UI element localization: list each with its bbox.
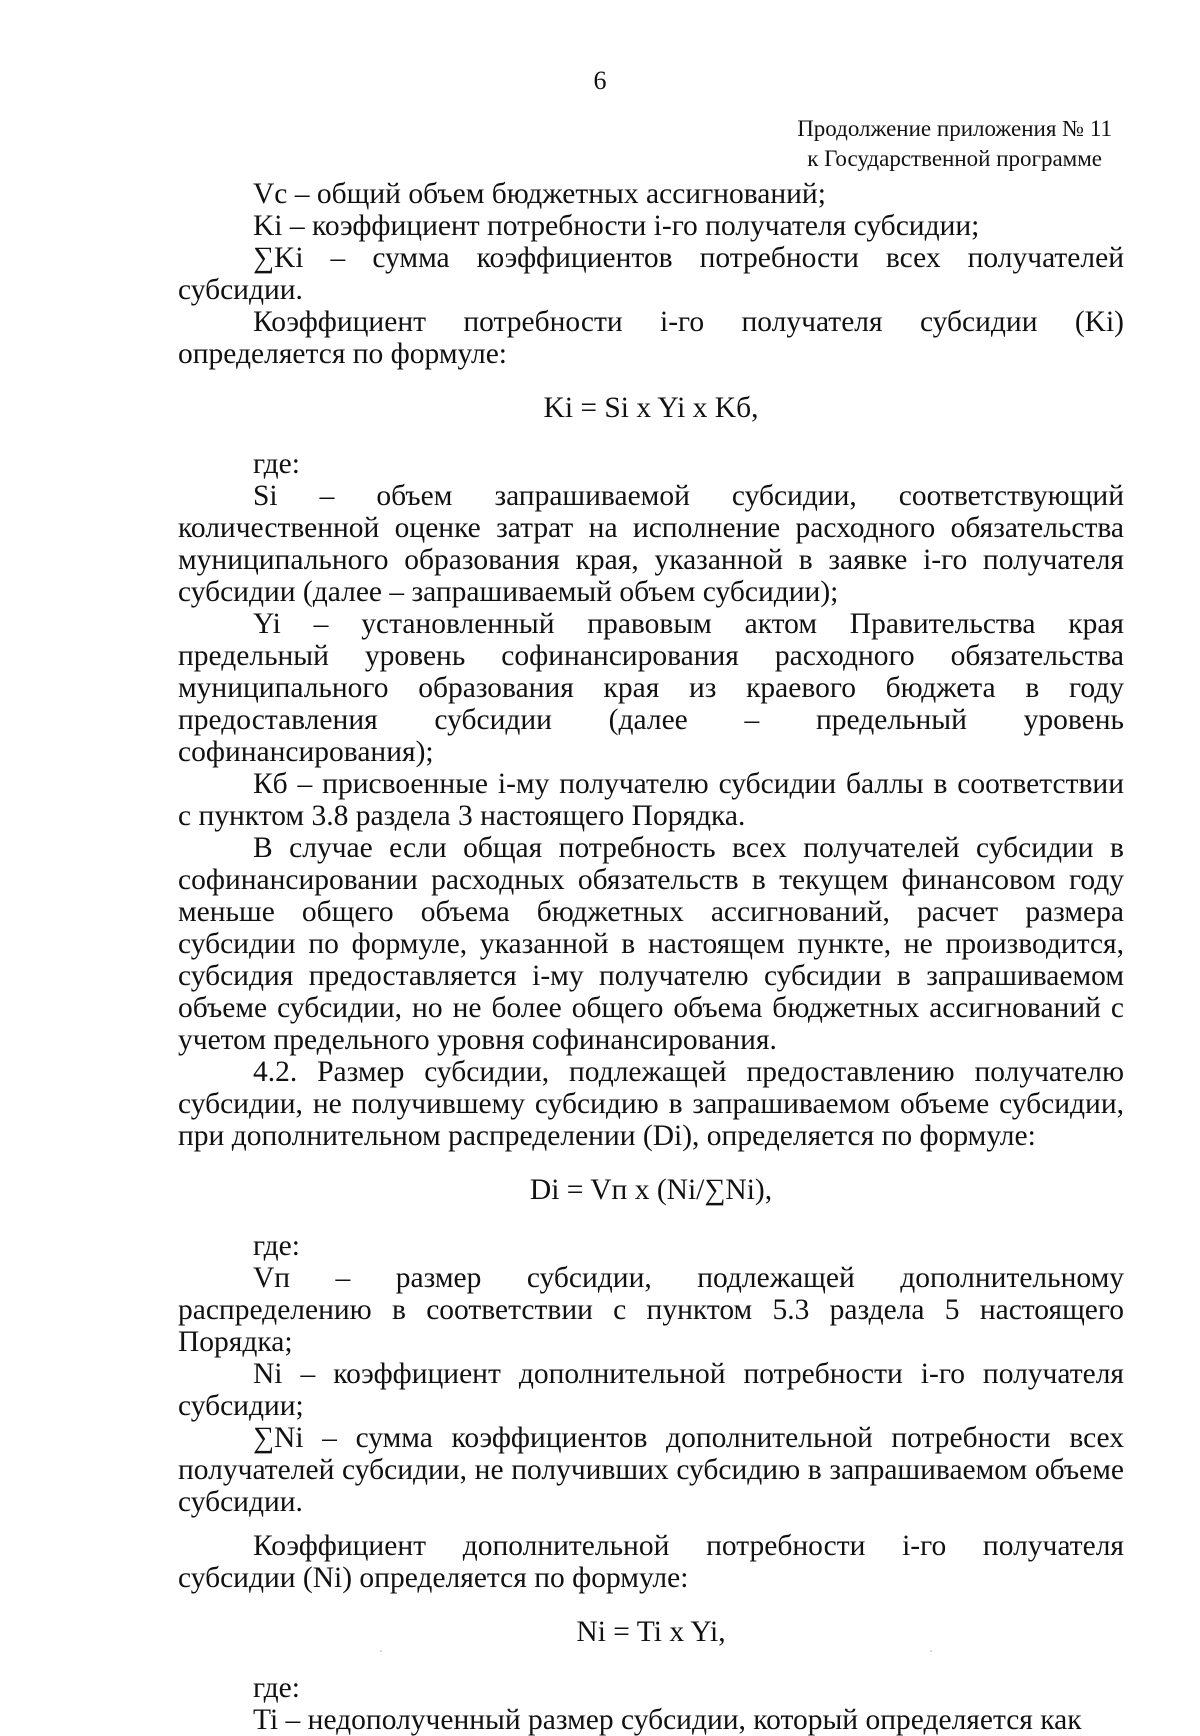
ki-intro: Коэффициент потребности i-го получателя субсидии (Ki) определяется по формуле: [178, 306, 1124, 370]
paragraph-total-need: В случае если общая потребность всех получателей субсидии в софинансировании расходных обязательств в текущем финансовом году меньше общего объема бюджетных ассигнований, расчет размера субсидии по формуле, указанной в настоящем пункте, не производится, субсидия предоставляется i-му получателю субсидии в запрашиваемом объеме субсидии, но не более общего объема бюджетных ассигнований с учетом предельного уровня софинансирования. [178, 832, 1124, 1056]
formula-di: Di = Vп x (Ni/∑Ni), [529, 1174, 773, 1206]
where-label: где: [253, 1230, 300, 1262]
scan-artifact [930, 1650, 932, 1652]
definition-si: Si – объем запрашиваемой субсидии, соответствующий количественной оценке затрат на исполнение расходного обязательства муниципального образования края, указанной в заявке i-го получателя субсидии (далее – запрашиваемый объем субсидии); [178, 480, 1124, 608]
formula-ki: Ki = Si x Yi x Kб, [543, 392, 759, 424]
where-label: где: [253, 1672, 300, 1704]
ni-intro: Коэффициент дополнительной потребности i-го получателя субсидии (Ni) определяется по формуле: [178, 1530, 1124, 1594]
definition-vc: Vс – общий объем бюджетных ассигнований; [253, 178, 826, 210]
definition-ki: Ki – коэффициент потребности i-го получателя субсидии; [253, 210, 980, 242]
appendix-header [797, 114, 1112, 174]
formula-ni: Ni = Ti x Yi, [576, 1616, 726, 1648]
definition-vp: Vп – размер субсидии, подлежащей дополнительному распределению в соответствии с пунктом 5.3 раздела 5 настоящего Порядка; [178, 1262, 1124, 1358]
definition-yi: Yi – установленный правовым актом Правительства края предельный уровень софинансирования расходного обязательства муниципального образования края из краевого бюджета в году предоставления субсидии (далее – предельный уровень софинансирования); [178, 608, 1124, 768]
definition-sum-ni: ∑Ni – сумма коэффициентов дополнительной потребности всех получателей субсидии, не получивших субсидию в запрашиваемом объеме субсидии. [178, 1422, 1124, 1518]
document-body [178, 178, 1124, 1736]
appendix-header-line-2: к Государственной программе [807, 146, 1102, 171]
definition-ni: Ni – коэффициент дополнительной потребности i-го получателя субсидии; [178, 1358, 1124, 1422]
page-number: 6 [593, 66, 607, 95]
definition-kb: Кб – присвоенные i-му получателю субсидии баллы в соответствии с пунктом 3.8 раздела 3 настоящего Порядка. [178, 768, 1124, 832]
scan-artifact [380, 1650, 382, 1652]
where-label: где: [253, 448, 300, 480]
definition-sum-ki: ∑Ki – сумма коэффициентов потребности всех получателей субсидии. [178, 242, 1124, 306]
appendix-header-line-1: Продолжение приложения № 11 [797, 116, 1112, 141]
definition-ti: Ti – недополученный размер субсидии, который определяется как [253, 1704, 1082, 1736]
paragraph-4-2: 4.2. Размер субсидии, подлежащей предоставлению получателю субсидии, не получившему субсидию в запрашиваемом объеме субсидии, при дополнительном распределении (Di), определяется по формуле: [178, 1056, 1124, 1152]
